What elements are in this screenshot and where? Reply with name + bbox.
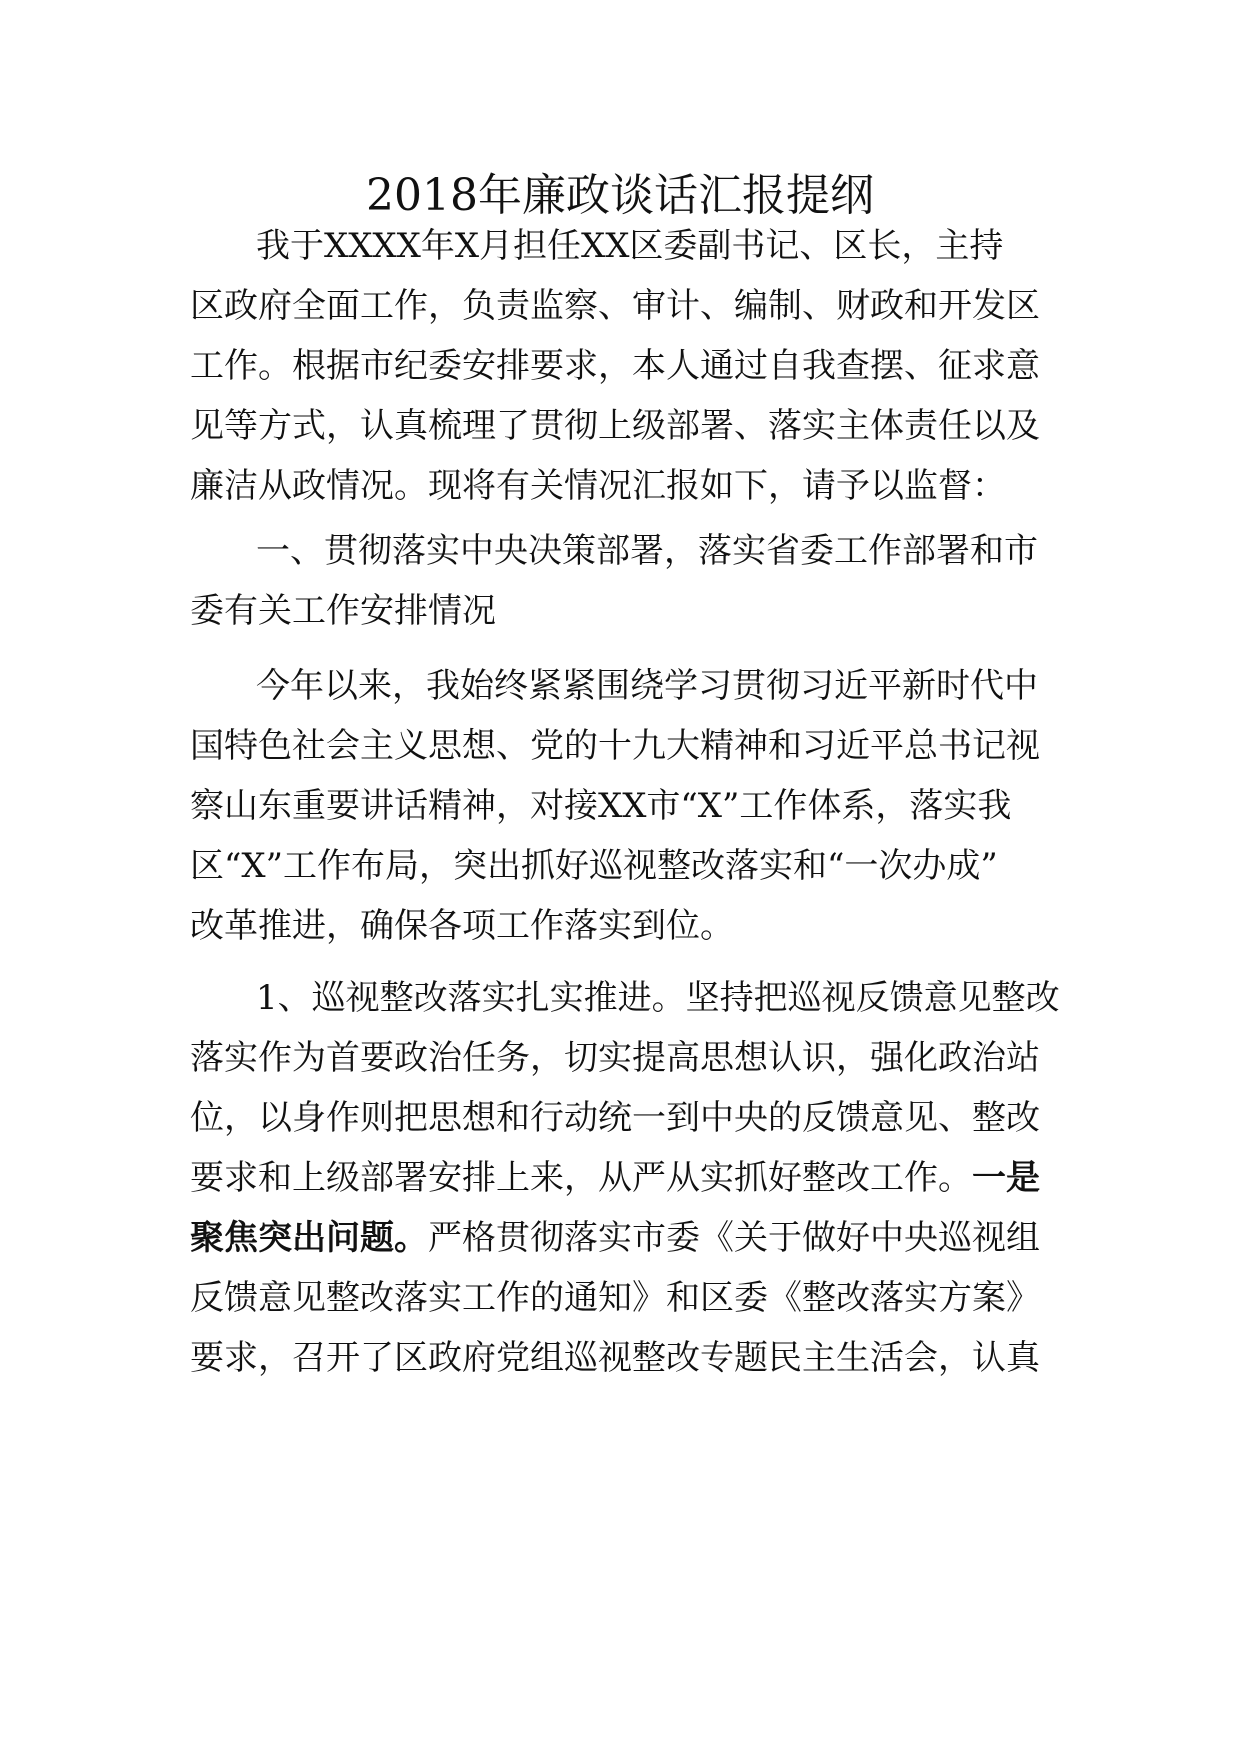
item-one-line-6: 反馈意见整改落实工作的通知》和区委《整改落实方案》 bbox=[190, 1278, 1040, 1318]
item-one-line-5-text: 严格贯彻落实市委《关于做好中央巡视组 bbox=[428, 1218, 1040, 1258]
item-one-line-2: 落实作为首要政治任务，切实提高思想认识，强化政治站 bbox=[190, 1038, 1040, 1078]
item-one-line-7: 要求，召开了区政府党组巡视整改专题民主生活会，认真 bbox=[190, 1338, 1040, 1378]
section-one-body-line-3: 察山东重要讲话精神，对接XX市“X”工作体系，落实我 bbox=[190, 786, 1012, 826]
intro-line-5: 廉洁从政情况。现将有关情况汇报如下，请予以监督： bbox=[190, 466, 1006, 506]
section-one-heading-line-2: 委有关工作安排情况 bbox=[190, 591, 496, 631]
item-one-line-4 bbox=[190, 1155, 1040, 1201]
section-one-body-line-2: 国特色社会主义思想、党的十九大精神和习近平总书记视 bbox=[190, 726, 1040, 766]
item-one-emphasis-yishi: 一是 bbox=[972, 1158, 1040, 1198]
section-one-heading-line-1: 一、贯彻落实中央决策部署，落实省委工作部署和市 bbox=[256, 531, 1038, 571]
section-one-body-line-5: 改革推进，确保各项工作落实到位。 bbox=[190, 906, 734, 946]
section-one-body-line-1: 今年以来，我始终紧紧围绕学习贯彻习近平新时代中 bbox=[256, 666, 1038, 706]
intro-line-2: 区政府全面工作，负责监察、审计、编制、财政和开发区 bbox=[190, 286, 1040, 326]
section-one-body-line-4: 区“X”工作布局，突出抓好巡视整改落实和“一次办成” bbox=[190, 846, 998, 886]
item-one-line-5 bbox=[190, 1215, 1040, 1261]
item-one-line-3: 位，以身作则把思想和行动统一到中央的反馈意见、整改 bbox=[190, 1098, 1040, 1138]
intro-line-1: 我于XXXX年X月担任XX区委副书记、区长，主持 bbox=[256, 226, 1004, 266]
item-one-emphasis-focus: 聚焦突出问题。 bbox=[190, 1218, 428, 1258]
intro-line-3: 工作。根据市纪委安排要求，本人通过自我查摆、征求意 bbox=[190, 346, 1040, 386]
intro-line-4: 见等方式，认真梳理了贯彻上级部署、落实主体责任以及 bbox=[190, 406, 1040, 446]
document-title: 2018年廉政谈话汇报提纲 bbox=[366, 170, 874, 221]
item-one-line-4-text: 要求和上级部署安排上来，从严从实抓好整改工作。 bbox=[190, 1158, 972, 1198]
item-one-line-1: 1、巡视整改落实扎实推进。坚持把巡视反馈意见整改 bbox=[256, 978, 1060, 1018]
